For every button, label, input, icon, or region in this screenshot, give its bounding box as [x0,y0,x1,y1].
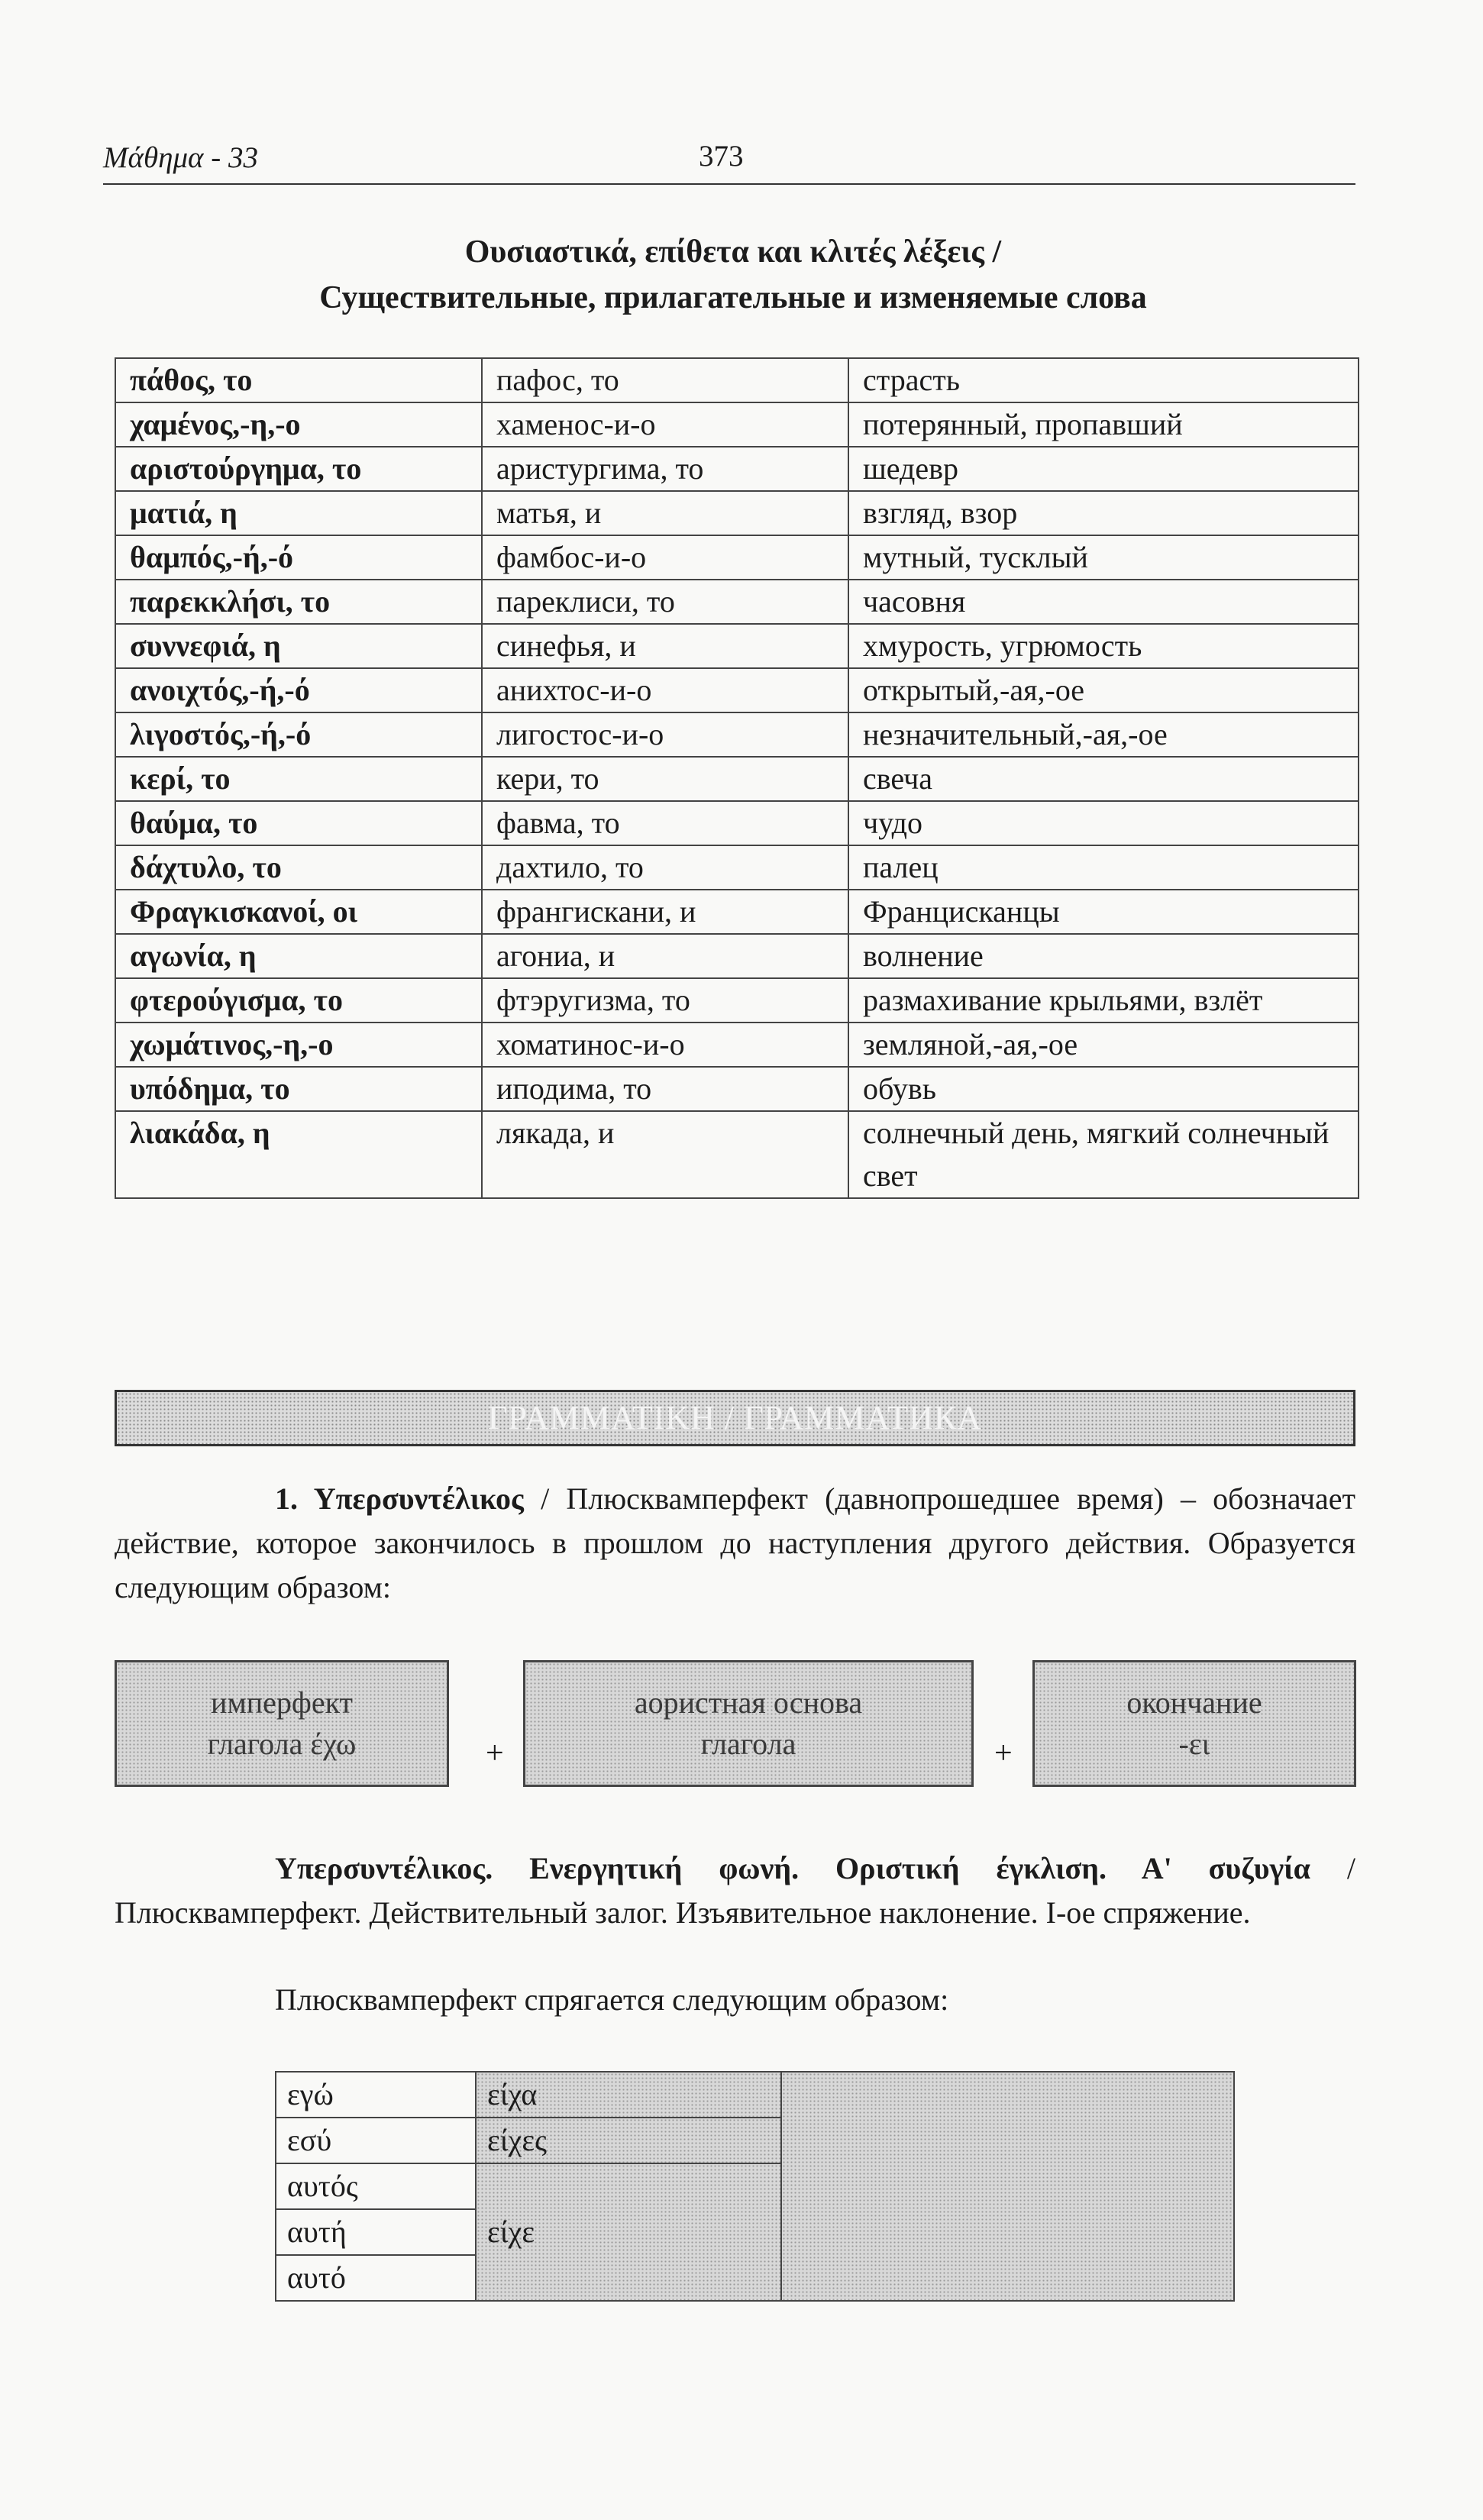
shaded-empty-cell [781,2072,1234,2301]
translation-cell: шедевр [848,447,1359,491]
transcription-cell: матья, и [482,491,848,535]
pronoun-cell: αυτός [276,2163,476,2209]
vocabulary-row [115,712,1359,757]
translation-cell: незначительный,-ая,-ое [848,712,1359,757]
transcription-cell: синефья, и [482,624,848,668]
vocabulary-heading [107,229,1359,321]
formula-plus-2: + [994,1736,1013,1771]
translation-cell: хмурость, угрюмость [848,624,1359,668]
verb-form-cell: είχες [476,2118,781,2163]
page-number: 373 [699,140,744,173]
vocabulary-row [115,535,1359,580]
pronoun-cell: αυτή [276,2209,476,2255]
greek-word-cell: δάχτυλο, το [115,845,482,890]
formula-box-ending-line1: окончание [1126,1685,1262,1720]
grammar-banner: ΓΡΑΜΜΑΤΙΚΗ / ГРАММАТИКА [115,1390,1355,1446]
vocabulary-row [115,890,1359,934]
greek-word-cell: παρεκκλήσι, το [115,580,482,624]
formula-box-aorist-line1: аористная основа [634,1685,863,1720]
transcription-cell: пареклиси, то [482,580,848,624]
greek-word-cell: κερί, το [115,757,482,801]
transcription-cell: франгискани, и [482,890,848,934]
vocabulary-row [115,845,1359,890]
transcription-cell: хоматинос-и-о [482,1023,848,1067]
greek-word-cell: χαμένος,-η,-ο [115,402,482,447]
greek-word-cell: λιγοστός,-ή,-ό [115,712,482,757]
formula-box-aorist-line2: глагола [700,1727,796,1761]
formula-plus-1: + [486,1736,504,1771]
greek-word-cell: αριστούργημα, το [115,447,482,491]
translation-cell: взгляд, взор [848,491,1359,535]
pluperfect-definition [115,1477,1355,1610]
vocabulary-heading-greek: Ουσιαστικά, επίθετα και κλιτές λέξεις / [464,234,1002,270]
verb-form-cell: είχε [476,2163,781,2301]
translation-cell: размахивание крыльями, взлёт [848,978,1359,1023]
vocabulary-table [115,357,1359,1199]
translation-cell: палец [848,845,1359,890]
greek-word-cell: ανοιχτός,-ή,-ό [115,668,482,712]
vocabulary-row [115,624,1359,668]
conjugation-row [276,2072,1234,2118]
vocabulary-row [115,1023,1359,1067]
formula-box-imperfect [115,1660,449,1787]
pluperfect-conjugation-description: / Плюсквамперфект. Действительный залог. Изъявительное наклонение. I-ое спряжение. [115,1851,1355,1930]
vocabulary-row [115,580,1359,624]
vocabulary-row [115,447,1359,491]
vocabulary-row [115,402,1359,447]
greek-word-cell: πάθος, το [115,358,482,402]
translation-cell: потерянный, пропавший [848,402,1359,447]
transcription-cell: аристургима, то [482,447,848,491]
translation-cell: открытый,-ая,-ое [848,668,1359,712]
greek-word-cell: ματιά, η [115,491,482,535]
translation-cell: Францисканцы [848,890,1359,934]
transcription-cell: фамбос-и-о [482,535,848,580]
vocabulary-row [115,801,1359,845]
vocabulary-row [115,934,1359,978]
transcription-cell: иподима, то [482,1067,848,1111]
translation-cell: чудо [848,801,1359,845]
greek-word-cell: χωμάτινος,-η,-ο [115,1023,482,1067]
vocabulary-row [115,358,1359,402]
vocabulary-row [115,668,1359,712]
formula-box-imperfect-line2: глагола έχω [207,1727,357,1761]
pluperfect-term: 1. Υπερσυντέλικος [275,1481,524,1516]
translation-cell: обувь [848,1067,1359,1111]
conjugation-intro-text: Плюсквамперфект спрягается следующим образом: [275,1982,949,2017]
transcription-cell: пафос, то [482,358,848,402]
translation-cell: страсть [848,358,1359,402]
transcription-cell: фтэругизма, то [482,978,848,1023]
transcription-cell: фавма, то [482,801,848,845]
vocabulary-row [115,978,1359,1023]
verb-form-cell: είχα [476,2072,781,2118]
transcription-cell: дахтило, то [482,845,848,890]
translation-cell: мутный, тусклый [848,535,1359,580]
transcription-cell: лигостос-и-о [482,712,848,757]
greek-word-cell: θαύμα, το [115,801,482,845]
transcription-cell: агониа, и [482,934,848,978]
greek-word-cell: θαμπός,-ή,-ό [115,535,482,580]
greek-word-cell: λιακάδα, η [115,1111,482,1198]
greek-word-cell: αγωνία, η [115,934,482,978]
vocabulary-row [115,757,1359,801]
lesson-label: Μάθημα - 33 [103,141,258,174]
greek-word-cell: υπόδημα, το [115,1067,482,1111]
greek-word-cell: φτερούγισμα, το [115,978,482,1023]
vocabulary-heading-russian: Существительные, прилагательные и изменяемые слова [319,280,1147,315]
translation-cell: солнечный день, мягкий солнечный свет [848,1111,1359,1198]
vocabulary-row [115,1067,1359,1111]
translation-cell: волнение [848,934,1359,978]
greek-word-cell: συννεφιά, η [115,624,482,668]
translation-cell: свеча [848,757,1359,801]
pronoun-cell: αυτό [276,2255,476,2301]
formula-box-ending [1032,1660,1356,1787]
pronoun-cell: εγώ [276,2072,476,2118]
transcription-cell: анихтос-и-о [482,668,848,712]
pluperfect-conjugation-heading [115,1846,1355,1935]
formula-box-aorist-stem [523,1660,974,1787]
greek-word-cell: Φραγκισκανοί, οι [115,890,482,934]
pronoun-cell: εσύ [276,2118,476,2163]
conjugation-table [275,2071,1235,2302]
translation-cell: часовня [848,580,1359,624]
pluperfect-description: / Плюсквамперфект (давнопрошедшее время) – обозначает действие, которое закончилось в прошлом до наступления другого действия. Образуется следующим образом: [115,1481,1355,1604]
running-header [103,136,1355,185]
pluperfect-conjugation-term: Υπερσυντέλικος. Ενεργητική φωνή. Οριστική έγκλιση. Α' συζυγία [275,1851,1310,1885]
transcription-cell: кери, то [482,757,848,801]
formula-box-imperfect-line1: имперфект [211,1685,353,1720]
vocabulary-row [115,491,1359,535]
translation-cell: земляной,-ая,-ое [848,1023,1359,1067]
conjugation-intro [115,1978,1355,2022]
formula-box-ending-line2: -ει [1178,1727,1210,1761]
transcription-cell: хаменос-и-о [482,402,848,447]
transcription-cell: лякада, и [482,1111,848,1198]
vocabulary-row [115,1111,1359,1198]
